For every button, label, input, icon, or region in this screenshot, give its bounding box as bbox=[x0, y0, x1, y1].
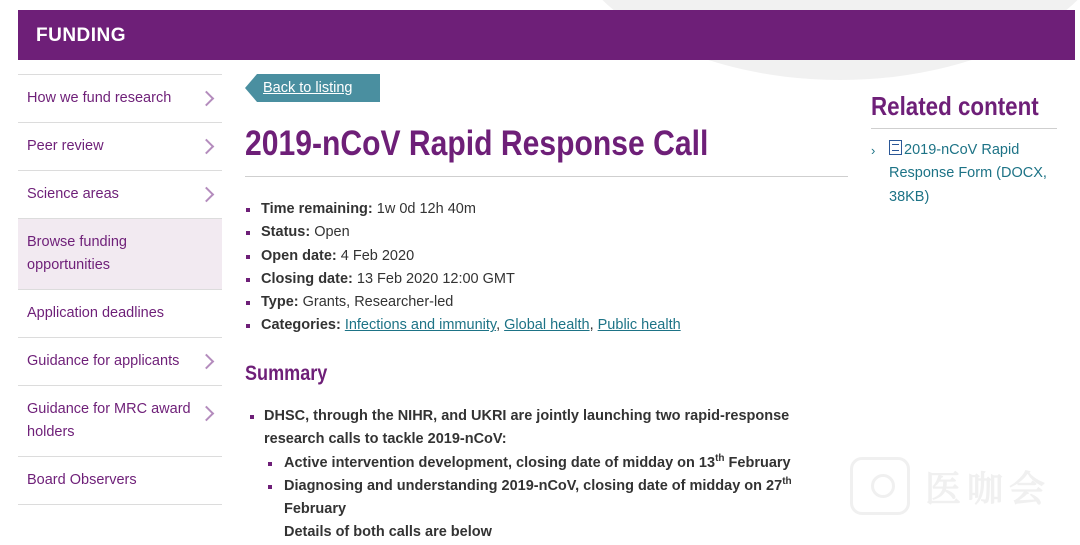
sidebar-item-board-observers[interactable] bbox=[18, 457, 222, 505]
detail-open-date bbox=[245, 245, 681, 268]
related-content bbox=[871, 91, 1057, 209]
related-link-text: 2019-nCoV Rapid bbox=[904, 142, 1020, 158]
summary-details-note: Details of both calls are below bbox=[284, 524, 492, 541]
chevron-right-icon bbox=[199, 406, 215, 422]
sidebar-item-label: Guidance for MRC award holders bbox=[27, 401, 191, 440]
sidebar-item-application-deadlines[interactable] bbox=[18, 290, 222, 338]
detail-categories bbox=[245, 314, 681, 337]
sidebar-item-peer-review[interactable] bbox=[18, 123, 222, 171]
summary-call-2 bbox=[248, 475, 828, 522]
sidebar-item-label: Science areas bbox=[27, 186, 119, 202]
page-title: 2019-nCoV Rapid Response Call bbox=[245, 124, 709, 163]
detail-label: Closing date: bbox=[261, 270, 353, 287]
sidebar-item-science-areas[interactable] bbox=[18, 171, 222, 219]
arrow-left-icon bbox=[245, 74, 257, 102]
detail-value: Open bbox=[314, 224, 350, 241]
back-to-listing-label: Back to listing bbox=[257, 74, 380, 102]
ordinal-suffix: th bbox=[715, 452, 725, 464]
chevron-right-icon: › bbox=[871, 143, 876, 158]
ordinal-suffix: th bbox=[782, 476, 792, 488]
summary-text: Active intervention development, closing date of midday on 13 bbox=[284, 454, 716, 471]
summary-body bbox=[248, 405, 828, 545]
summary-text: DHSC, through the NIHR, and UKRI are jointly launching two rapid-response bbox=[264, 408, 790, 424]
summary-text: February bbox=[284, 501, 347, 518]
watermark-logo bbox=[850, 455, 1060, 517]
section-title: FUNDING bbox=[36, 25, 127, 46]
category-link-infections-and-immunity[interactable]: Infections and immunity bbox=[344, 317, 497, 334]
detail-value: 13 Feb 2020 12:00 GMT bbox=[356, 270, 515, 287]
divider bbox=[871, 128, 1057, 129]
sidebar-item-label: Browse funding opportunities bbox=[27, 234, 127, 273]
separator: , bbox=[496, 317, 501, 334]
detail-closing-date bbox=[245, 268, 681, 291]
sidebar-item-label: Peer review bbox=[27, 138, 104, 154]
detail-time-remaining bbox=[245, 198, 681, 221]
summary-call-1 bbox=[248, 452, 828, 475]
detail-label: Status: bbox=[261, 224, 311, 241]
summary-text: research calls to tackle 2019-nCoV: bbox=[264, 431, 507, 448]
related-link-response-form[interactable] bbox=[871, 139, 1057, 209]
watermark-icon bbox=[850, 457, 910, 515]
chevron-right-icon bbox=[199, 186, 215, 202]
detail-label: Type: bbox=[261, 294, 299, 311]
sidebar-item-guidance-for-applicants[interactable] bbox=[18, 338, 222, 386]
section-header bbox=[18, 10, 1075, 60]
detail-label: Open date: bbox=[261, 247, 337, 264]
detail-value: 1w 0d 12h 40m bbox=[376, 201, 476, 217]
detail-value: 4 Feb 2020 bbox=[340, 247, 415, 264]
chevron-right-icon bbox=[199, 138, 215, 154]
separator: , bbox=[589, 317, 594, 334]
detail-label: Categories: bbox=[261, 317, 341, 334]
chevron-right-icon bbox=[199, 353, 215, 369]
divider bbox=[245, 176, 848, 177]
sidebar-item-label: Guidance for applicants bbox=[27, 353, 180, 369]
detail-value: Grants, Researcher-led bbox=[302, 294, 454, 311]
sidebar-item-label: Board Observers bbox=[27, 472, 137, 488]
detail-status bbox=[245, 221, 681, 244]
sidebar-item-guidance-for-mrc-award-holders[interactable] bbox=[18, 386, 222, 457]
summary-text: February bbox=[724, 454, 791, 471]
category-link-public-health[interactable]: Public health bbox=[597, 317, 681, 334]
summary-heading: Summary bbox=[245, 362, 328, 385]
sidebar-item-label: How we fund research bbox=[27, 90, 172, 106]
detail-label: Time remaining: bbox=[261, 201, 373, 217]
sidebar-item-label: Application deadlines bbox=[27, 305, 165, 321]
call-details-list bbox=[245, 198, 681, 338]
chevron-right-icon bbox=[199, 90, 215, 106]
related-link-text: 38KB) bbox=[889, 188, 930, 205]
sidebar-item-how-we-fund-research[interactable] bbox=[18, 74, 222, 123]
summary-text: Diagnosing and understanding 2019-nCoV, closing date of midday on 27 bbox=[284, 477, 783, 494]
watermark-text: 医咖会 bbox=[925, 468, 1052, 509]
sidebar-nav bbox=[18, 74, 222, 505]
related-link-text: Response Form (DOCX, bbox=[889, 165, 1047, 182]
summary-intro bbox=[248, 405, 828, 452]
word-doc-icon bbox=[889, 140, 902, 155]
detail-type bbox=[245, 291, 681, 314]
related-content-heading: Related content bbox=[871, 91, 1039, 121]
category-link-global-health[interactable]: Global health bbox=[504, 317, 590, 334]
sidebar-item-browse-funding-opportunities[interactable] bbox=[18, 219, 222, 290]
